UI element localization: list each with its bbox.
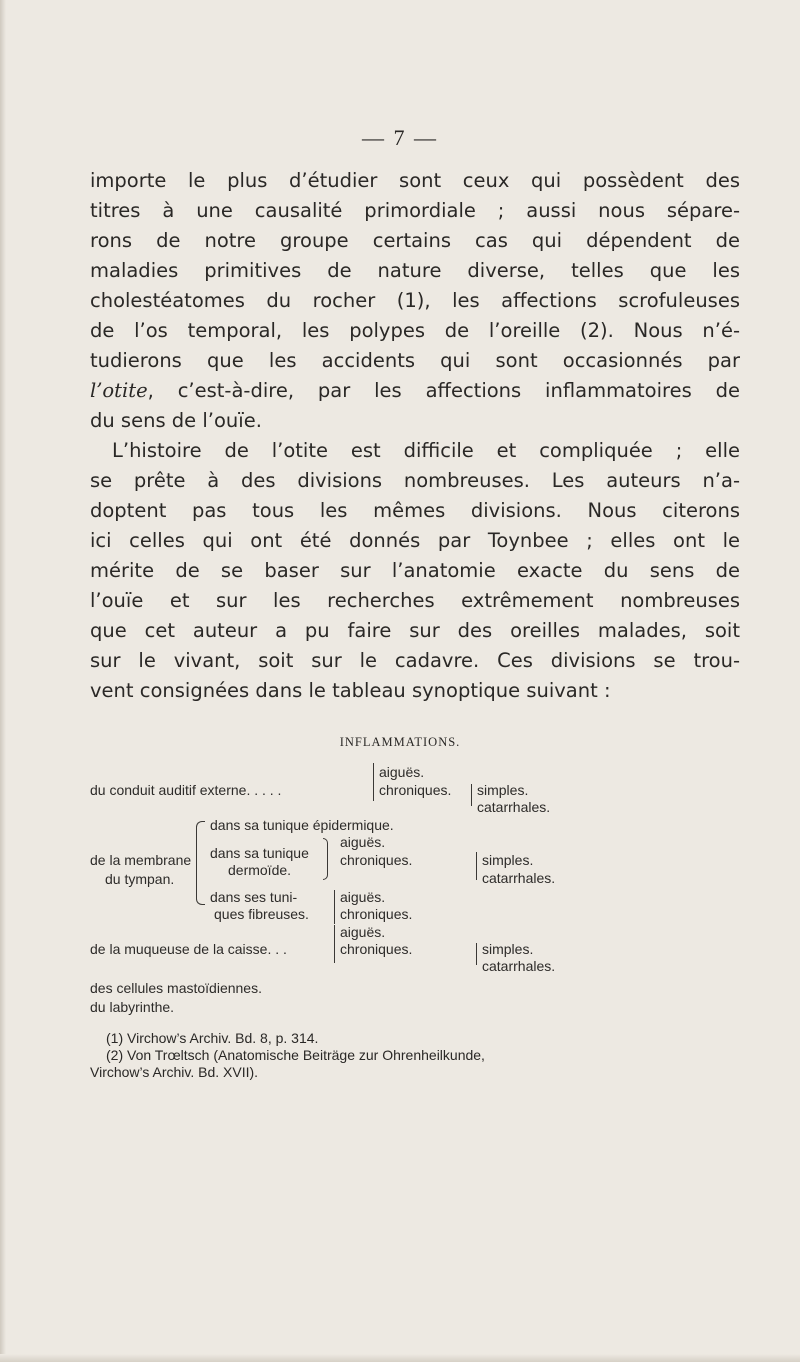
text-line: mérite de se baser sur l’anatomie exacte du sens de	[90, 559, 740, 582]
brace-conduit-chroniques	[471, 784, 472, 806]
membrane-epidermique: dans sa tunique épidermique.	[210, 817, 394, 833]
page-bottom-shadow	[0, 1354, 800, 1362]
text-span: , c’est-à-dire, par les affections inflammatoires de	[147, 379, 740, 402]
dermoide-chroniques: chroniques.	[340, 852, 413, 868]
muqueuse-catarrhales: catarrhales.	[482, 958, 556, 974]
table-title: INFLAMMATIONS.	[339, 735, 461, 749]
text-line: du sens de l’ouïe.	[90, 409, 262, 432]
text-line: tudierons que les accidents qui sont occasionnés par	[90, 349, 740, 372]
conduit-chroniques: chroniques.	[379, 782, 452, 798]
muqueuse-aigues: aiguës.	[340, 924, 386, 940]
membrane-fibreuses-line2: ques fibreuses.	[214, 906, 309, 922]
page-edge-shadow	[0, 0, 6, 1362]
fibreuses-chroniques: chroniques.	[340, 906, 413, 922]
labyrinthe-label: du labyrinthe.	[90, 999, 175, 1015]
membrane-fibreuses-line1: dans ses tuni-	[210, 889, 298, 905]
text-line: maladies primitives de nature diverse, telles que les	[90, 259, 740, 282]
footnote: (1) Virchow’s Archiv. Bd. 8, p. 314.	[106, 1030, 319, 1046]
membrane-dermoide-line2: dermoïde.	[228, 862, 292, 878]
text-line	[90, 376, 740, 406]
body-text	[90, 166, 740, 706]
muqueuse-simples: simples.	[482, 941, 534, 957]
brace-muqueuse-chroniques	[476, 943, 477, 965]
text-line: vent consignées dans le tableau synoptique suivant :	[90, 679, 611, 702]
text-line: que cet auteur a pu faire sur des oreilles malades, soit	[90, 619, 740, 642]
text-line: sur le vivant, soit sur le cadavre. Ces divisions se trou-	[90, 649, 740, 672]
conduit-label: du conduit auditif externe. . . . .	[90, 782, 282, 798]
dermoide-simples: simples.	[482, 852, 534, 868]
brace-muqueuse	[334, 925, 335, 963]
footnote: Virchow’s Archiv. Bd. XVII).	[90, 1064, 259, 1080]
dermoide-aigues: aiguës.	[340, 834, 386, 850]
text-line: ici celles qui ont été donnés par Toynbee ; elles ont le	[90, 529, 740, 552]
italic-term: l’otite	[90, 379, 148, 402]
text-line: doptent pas tous les mêmes divisions. Nous citerons	[90, 499, 740, 522]
brace-dermoide	[323, 838, 328, 880]
dermoide-catarrhales: catarrhales.	[482, 870, 556, 886]
text-line: l’ouïe et sur les recherches extrêmement nombreuses	[90, 589, 740, 612]
brace-dermoide-chroniques	[476, 852, 477, 880]
conduit-simples: simples.	[477, 782, 529, 798]
membrane-dermoide-line1: dans sa tunique	[210, 845, 309, 861]
brace-membrane	[196, 821, 205, 905]
text-line: rons de notre groupe certains cas qui dépendent de	[90, 229, 740, 252]
footnote: (2) Von Trœltsch (Anatomische Beiträge zur Ohrenheilkunde,	[106, 1047, 485, 1063]
page-number: — 7 —	[362, 125, 438, 150]
muqueuse-label: de la muqueuse de la caisse. . .	[90, 941, 287, 957]
muqueuse-chroniques: chroniques.	[340, 941, 413, 957]
brace-conduit	[373, 763, 374, 801]
membrane-label-line2: du tympan.	[105, 871, 175, 887]
text-line: cholestéatomes du rocher (1), les affections scrofuleuses	[90, 289, 740, 312]
fibreuses-aigues: aiguës.	[340, 889, 386, 905]
brace-fibreuses	[334, 890, 335, 924]
text-line: importe le plus d’étudier sont ceux qui possèdent des	[90, 169, 740, 192]
text-line: titres à une causalité primordiale ; aussi nous sépare-	[90, 199, 740, 222]
text-line: L’histoire de l’otite est difficile et compliquée ; elle	[112, 439, 740, 462]
conduit-aigues: aiguës.	[379, 764, 425, 780]
footnotes	[90, 1030, 740, 1081]
conduit-catarrhales: catarrhales.	[477, 799, 551, 815]
membrane-label-line1: de la membrane	[90, 852, 192, 868]
text-line: de l’os temporal, les polypes de l’oreille (2). Nous n’é-	[90, 319, 740, 342]
text-line: se prête à des divisions nombreuses. Les auteurs n’a-	[90, 469, 740, 492]
mastoidiennes-label: des cellules mastoïdiennes.	[90, 980, 262, 996]
